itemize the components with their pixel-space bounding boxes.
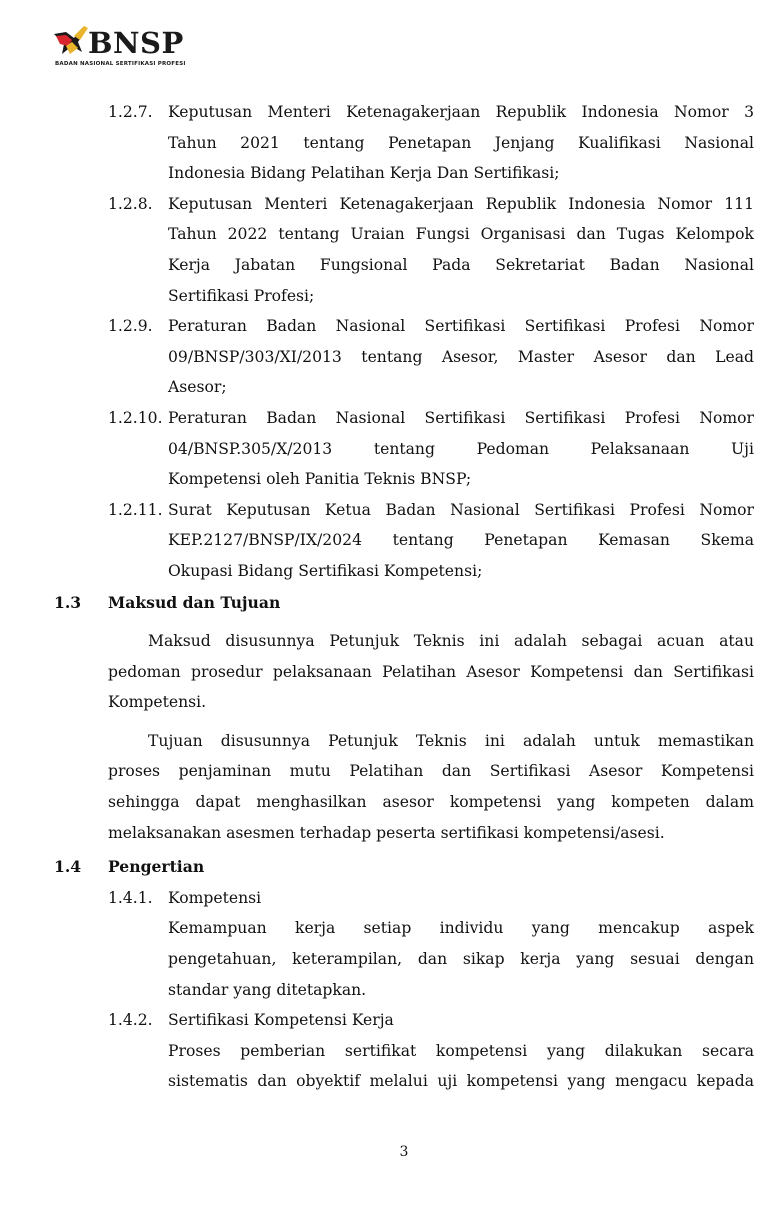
item-line: Indonesia Bidang Pelatihan Kerja Dan Sertifikasi; — [168, 164, 560, 183]
item-line: KEP.2127/BNSP/IX/2024 tentang Penetapan Kemasan Skema — [168, 531, 754, 550]
definition-1-4-2 — [54, 1005, 754, 1097]
item-line: 09/BNSP/303/XI/2013 tentang Asesor, Master Asesor dan Lead — [168, 347, 754, 366]
definition-line: sistematis dan obyektif melalui uji kompetensi yang mengacu kepada — [168, 1072, 754, 1091]
item-line: Surat Keputusan Ketua Badan Nasional Sertifikasi Profesi Nomor — [168, 500, 754, 519]
item-line: Asesor; — [168, 378, 227, 397]
item-line: Keputusan Menteri Ketenagakerjaan Republik Indonesia Nomor 111 — [168, 194, 754, 213]
paragraph-line: Tujuan disusunnya Petunjuk Teknis ini adalah untuk memastikan — [148, 731, 754, 750]
document-body — [54, 97, 754, 1097]
definition-line: Proses pemberian sertifikat kompetensi yang dilakukan secara — [168, 1041, 754, 1060]
section-title: Pengertian — [108, 857, 205, 877]
item-number: 1.2.7. — [108, 103, 153, 121]
item-line: Sertifikasi Profesi; — [168, 286, 315, 305]
logo-subtitle: BADAN NASIONAL SERTIFIKASI PROFESI — [55, 61, 186, 67]
item-number: 1.4.1. — [108, 888, 153, 907]
item-line: Kerja Jabatan Fungsional Pada Sekretariat Badan Nasional — [168, 255, 754, 274]
list-item-1-2-10 — [54, 403, 754, 495]
paragraph-line: sehingga dapat menghasilkan asesor kompetensi yang kompeten dalam — [108, 793, 754, 812]
section-title: Maksud dan Tujuan — [108, 592, 281, 612]
item-line: Tahun 2022 tentang Uraian Fungsi Organisasi dan Tugas Kelompok — [168, 225, 754, 244]
list-item-1-2-8 — [54, 189, 754, 311]
paragraph-maksud — [54, 626, 754, 718]
item-line: 04/BNSP.305/X/2013 tentang Pedoman Pelaksanaan Uji — [168, 439, 754, 458]
section-number: 1.3 — [54, 592, 82, 612]
definition-term: Kompetensi — [168, 888, 262, 907]
item-line: Peraturan Badan Nasional Sertifikasi Sertifikasi Profesi Nomor — [168, 408, 754, 427]
item-number: 1.2.10. — [108, 408, 163, 427]
list-item-1-2-11 — [54, 495, 754, 587]
item-number: 1.2.9. — [108, 317, 153, 336]
item-line: Peraturan Badan Nasional Sertifikasi Sertifikasi Profesi Nomor — [168, 317, 754, 336]
list-item-1-2-7 — [54, 97, 754, 189]
item-line: Tahun 2021 tentang Penetapan Jenjang Kualifikasi Nasional — [168, 133, 754, 152]
item-line: Okupasi Bidang Sertifikasi Kompetensi; — [168, 561, 483, 580]
item-number: 1.2.11. — [108, 500, 163, 519]
section-number: 1.4 — [54, 857, 82, 877]
definition-term: Sertifikasi Kompetensi Kerja — [168, 1011, 394, 1030]
definition-1-4-1 — [54, 883, 754, 1005]
garuda-emblem-icon — [52, 24, 92, 60]
paragraph-line: pedoman prosedur pelaksanaan Pelatihan Asesor Kompetensi dan Sertifikasi — [108, 662, 754, 681]
section-heading-1-3 — [54, 588, 754, 619]
paragraph-tujuan — [54, 726, 754, 848]
section-heading-1-4 — [54, 852, 754, 883]
paragraph-line: Kompetensi. — [108, 693, 207, 712]
list-item-1-2-9 — [54, 311, 754, 403]
paragraph-line: Maksud disusunnya Petunjuk Teknis ini adalah sebagai acuan atau — [148, 632, 754, 651]
paragraph-line: proses penjaminan mutu Pelatihan dan Sertifikasi Asesor Kompetensi — [108, 762, 754, 781]
definition-line: Kemampuan kerja setiap individu yang mencakup aspek — [168, 919, 754, 938]
logo-wordmark: BNSP — [88, 26, 184, 60]
item-line: Keputusan Menteri Ketenagakerjaan Republik Indonesia Nomor 3 — [168, 103, 754, 121]
bnsp-logo — [52, 24, 192, 74]
item-number: 1.2.8. — [108, 194, 153, 213]
definition-line: pengetahuan, keterampilan, dan sikap kerja yang sesuai dengan — [168, 950, 754, 969]
page-number: 3 — [399, 1144, 409, 1160]
item-number: 1.4.2. — [108, 1011, 153, 1030]
paragraph-line: melaksanakan asesmen terhadap peserta sertifikasi kompetensi/asesi. — [108, 823, 665, 842]
item-line: Kompetensi oleh Panitia Teknis BNSP; — [168, 470, 472, 489]
definition-line: standar yang ditetapkan. — [168, 980, 367, 999]
